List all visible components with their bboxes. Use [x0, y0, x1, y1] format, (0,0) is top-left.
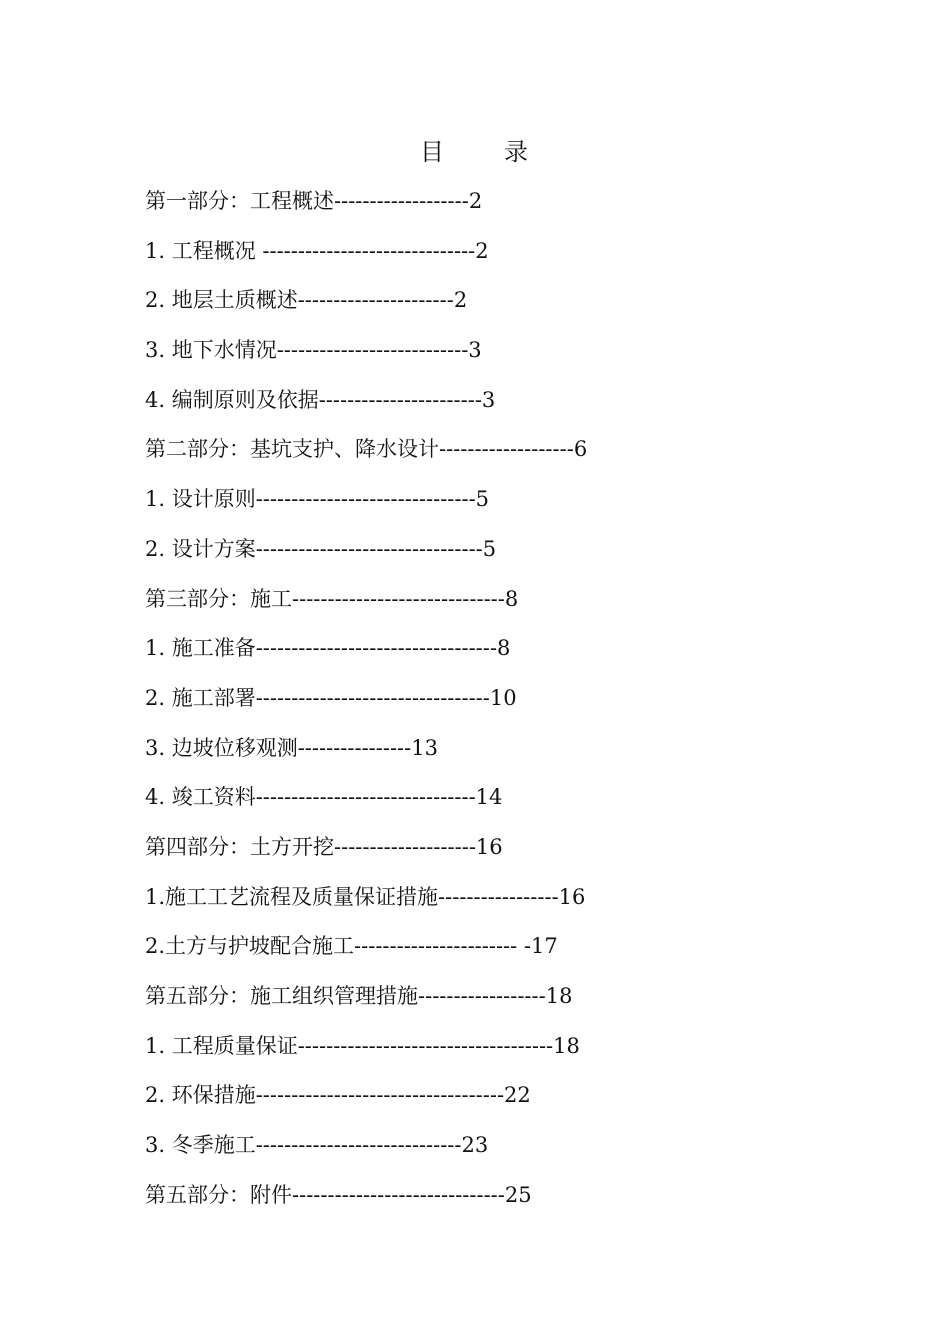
toc-entry-2-1[interactable]: 1. 设计原则-------------------------------5: [145, 487, 490, 512]
toc-entry-part-2[interactable]: 第二部分：基坑支护、降水设计-------------------6: [145, 437, 588, 462]
toc-title: [0, 132, 950, 167]
toc-entry-2-2[interactable]: 2. 设计方案--------------------------------5: [145, 536, 497, 561]
toc-entry-5-3[interactable]: 3. 冬季施工-----------------------------23: [145, 1133, 489, 1158]
toc-entry-4-1[interactable]: 1.施工工艺流程及质量保证措施-----------------16: [145, 884, 586, 909]
toc-entry-1-1[interactable]: 1. 工程概况 ------------------------------2: [145, 238, 489, 263]
toc-entry-3-3[interactable]: 3. 边坡位移观测----------------13: [145, 735, 438, 760]
toc-entry-1-3[interactable]: 3. 地下水情况---------------------------3: [145, 338, 482, 363]
toc-entry-5-1[interactable]: 1. 工程质量保证------------------------------------18: [145, 1033, 580, 1058]
toc-entry-part-3[interactable]: 第三部分：施工------------------------------8: [145, 586, 519, 611]
toc-entry-4-2[interactable]: 2.土方与护坡配合施工----------------------- -17: [145, 934, 558, 959]
toc-title-char-2: 录: [504, 138, 530, 166]
toc-entry-part-5-appendix[interactable]: 第五部分：附件------------------------------25: [145, 1182, 532, 1207]
toc-entry-3-1[interactable]: 1. 施工准备----------------------------------8: [145, 636, 511, 661]
toc-entry-3-2[interactable]: 2. 施工部署---------------------------------10: [145, 685, 517, 710]
toc-entry-1-2[interactable]: 2. 地层土质概述----------------------2: [145, 288, 468, 313]
toc-entry-part-4[interactable]: 第四部分：土方开挖--------------------16: [145, 834, 503, 859]
toc-entry-5-2[interactable]: 2. 环保措施-----------------------------------22: [145, 1083, 531, 1108]
toc-entry-3-4[interactable]: 4. 竣工资料-------------------------------14: [145, 785, 503, 810]
toc-entry-part-5[interactable]: 第五部分：施工组织管理措施------------------18: [145, 984, 573, 1008]
toc-entry-1-4[interactable]: 4. 编制原则及依据-----------------------3: [145, 387, 496, 412]
toc-title-char-1: 目: [420, 138, 446, 166]
toc-entry-part-1[interactable]: 第一部分：工程概述-------------------2: [145, 189, 483, 213]
toc-list: [145, 181, 587, 1224]
